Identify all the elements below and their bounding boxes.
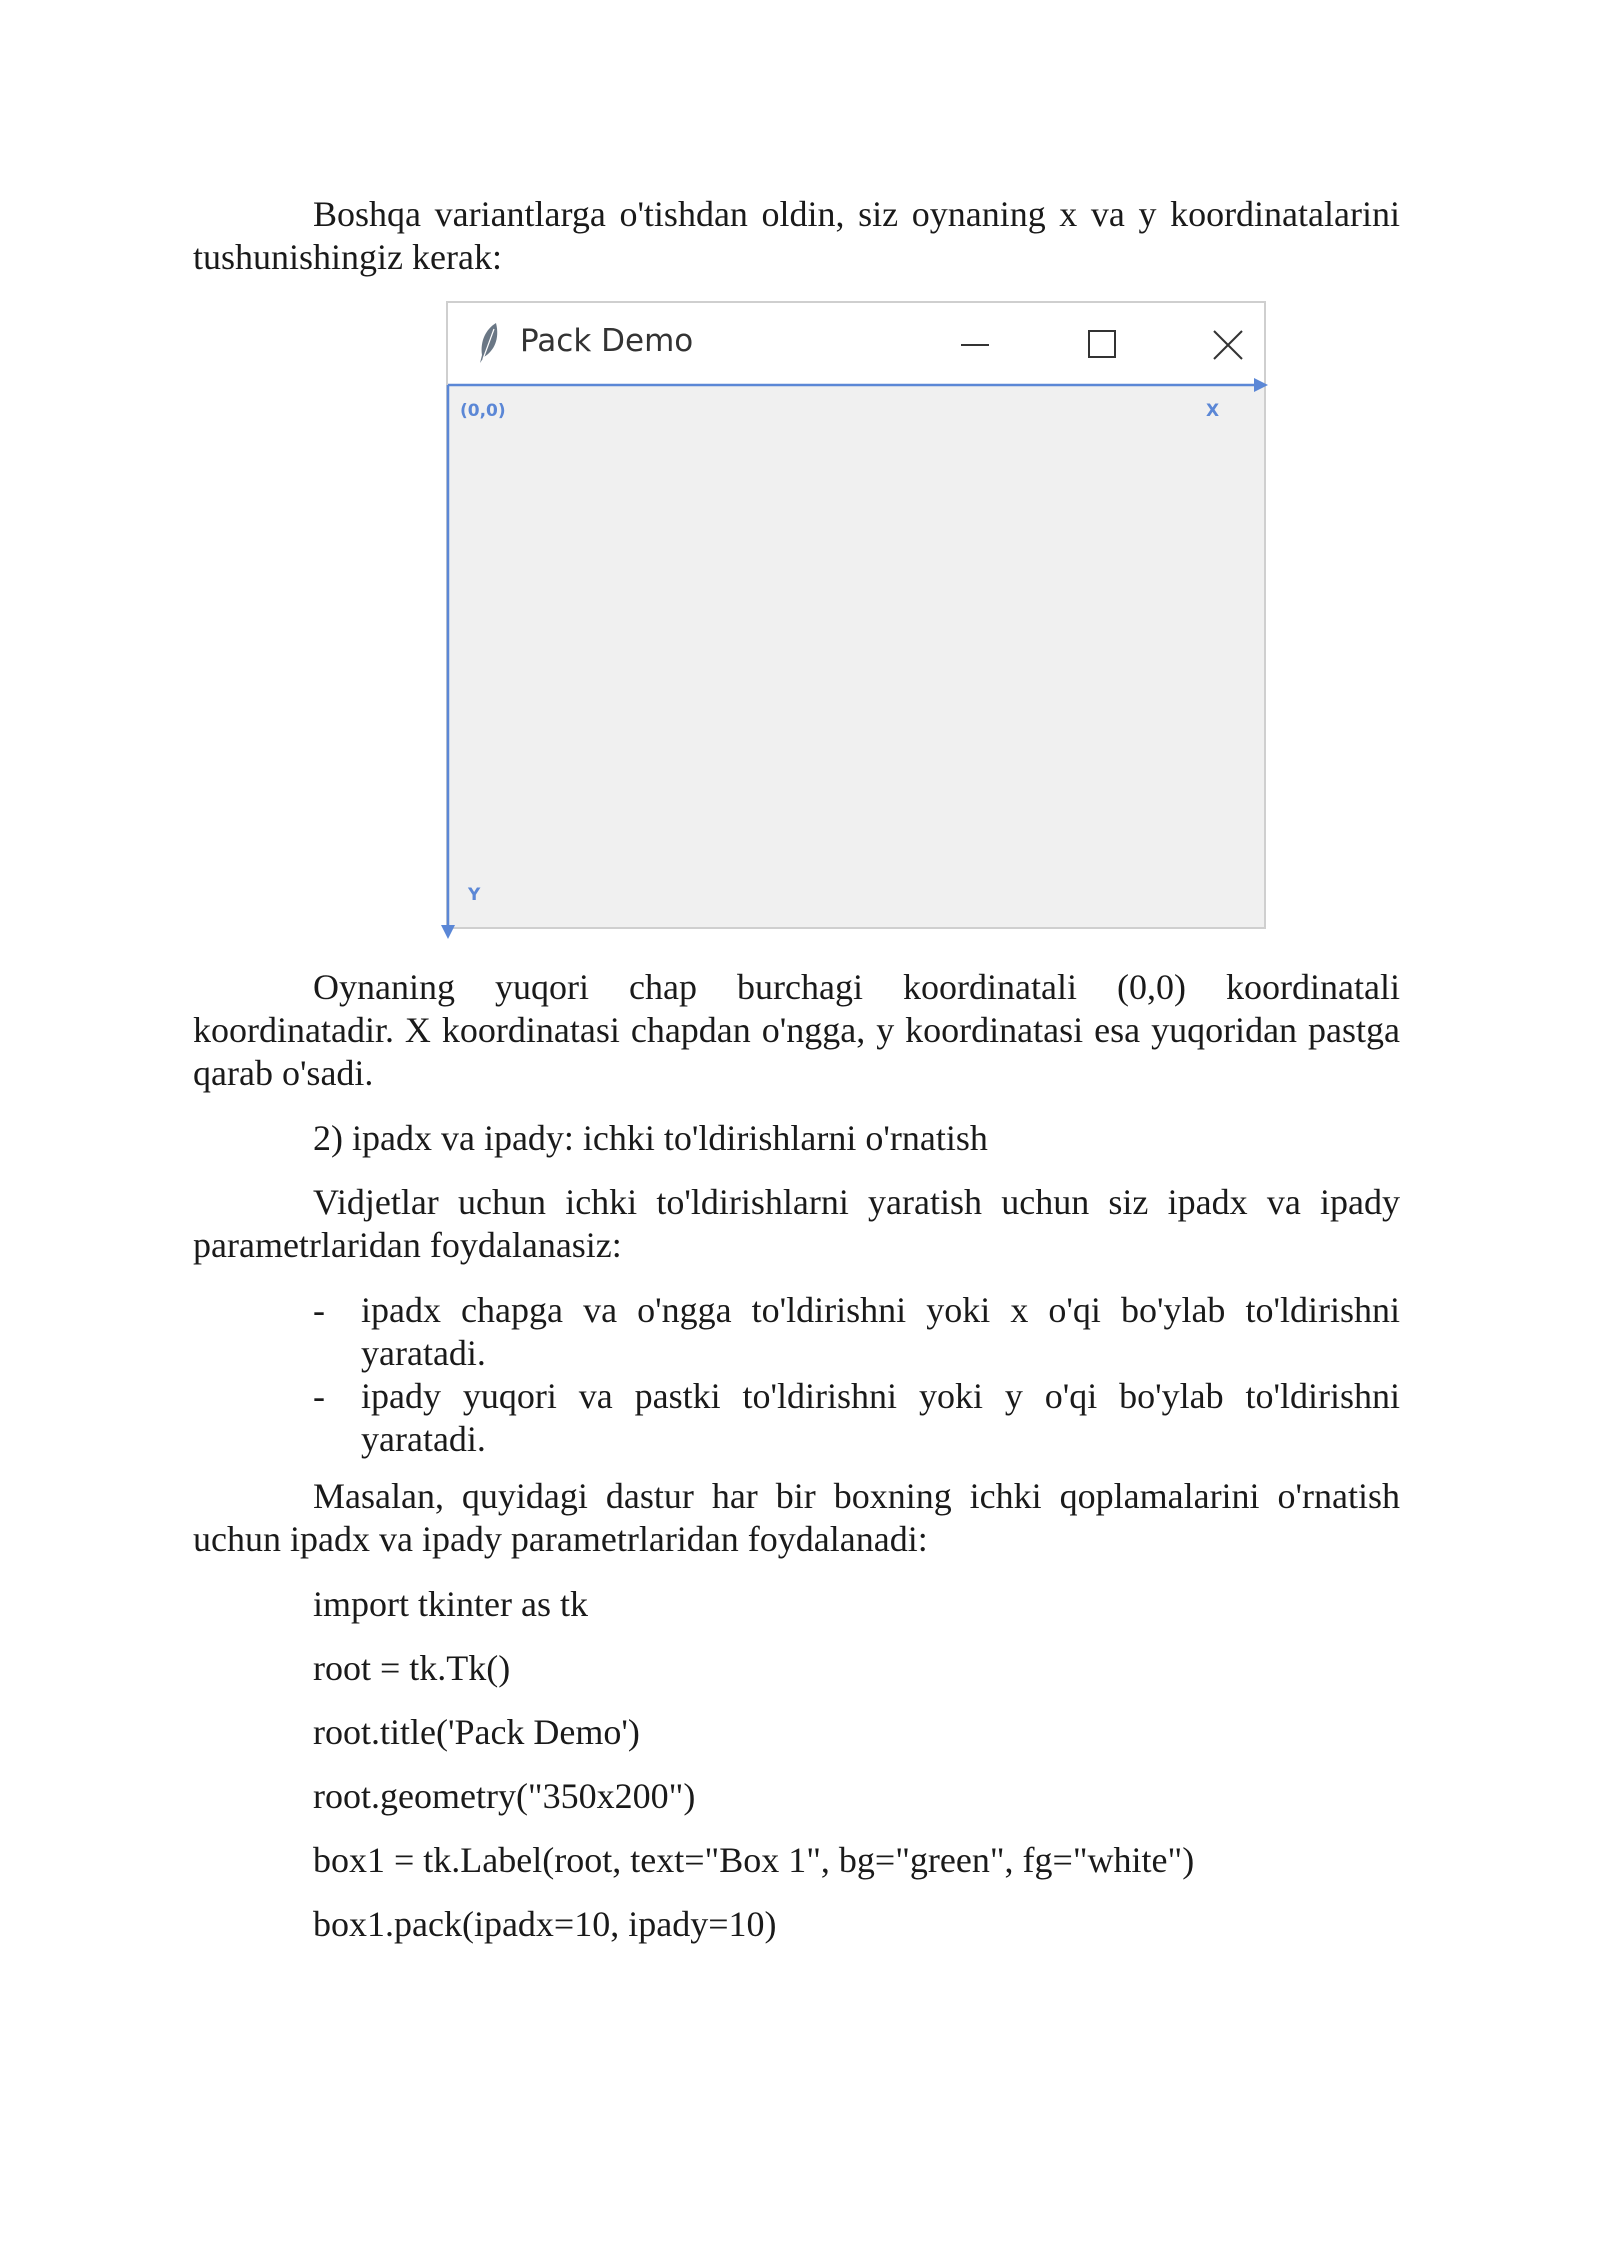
y-axis-arrow: [441, 925, 455, 939]
window-titlebar: [448, 303, 1264, 385]
ipad-intro-paragraph: Vidjetlar uchun ichki to'ldirishlarni yaratish uchun siz ipadx va ipady parametrlaridan foydalanasiz:: [193, 1182, 1400, 1265]
list-item: [313, 1289, 1400, 1375]
code-line: root = tk.Tk(): [313, 1648, 511, 1688]
coordinate-axes: [442, 383, 1272, 943]
bullet-list: [313, 1289, 1400, 1461]
maximize-icon[interactable]: [1081, 325, 1121, 365]
bullet-dash: -: [313, 1290, 325, 1330]
window-title: Pack Demo: [520, 323, 694, 359]
code-listing: [313, 1583, 1194, 1967]
list-item: [313, 1375, 1400, 1461]
code-line: root.title('Pack Demo'): [313, 1712, 640, 1752]
code-line: import tkinter as tk: [313, 1584, 588, 1624]
y-axis-label: Y: [468, 885, 481, 905]
code-line: box1 = tk.Label(root, text="Box 1", bg="green", fg="white"): [313, 1840, 1195, 1880]
window-screenshot-figure: [446, 301, 1266, 929]
minimize-icon[interactable]: [955, 325, 995, 365]
bullet-dash: -: [313, 1376, 325, 1416]
intro-paragraph: Boshqa variantlarga o'tishdan oldin, siz oynaning x va y koordinatalarini tushunishingiz kerak:: [193, 194, 1400, 277]
bullet-text: ipady yuqori va pastki to'ldirishni yoki y o'qi bo'ylab to'ldirishni yaratadi.: [361, 1376, 1400, 1459]
origin-label: (0,0): [460, 401, 506, 421]
code-line: root.geometry("350x200"): [313, 1776, 696, 1816]
example-paragraph: Masalan, quyidagi dastur har bir boxning ichki qoplamalarini o'rnatish uchun ipadx va ipady parametrlaridan foydalanadi:: [193, 1476, 1400, 1559]
section-heading: 2) ipadx va ipady: ichki to'ldirishlarni o'rnatish: [313, 1118, 988, 1158]
feather-icon: [476, 321, 502, 365]
close-icon[interactable]: [1208, 325, 1248, 365]
x-axis-label: X: [1206, 401, 1220, 421]
bullet-text: ipadx chapga va o'ngga to'ldirishni yoki x o'qi bo'ylab to'ldirishni yaratadi.: [361, 1290, 1400, 1373]
code-line: box1.pack(ipadx=10, ipady=10): [313, 1904, 777, 1944]
coordinates-paragraph: Oynaning yuqori chap burchagi koordinatali (0,0) koordinatali koordinatadir. X koordinatasi chapdan o'ngga, y koordinatasi esa yuqoridan pastga qarab o'sadi.: [193, 967, 1400, 1093]
